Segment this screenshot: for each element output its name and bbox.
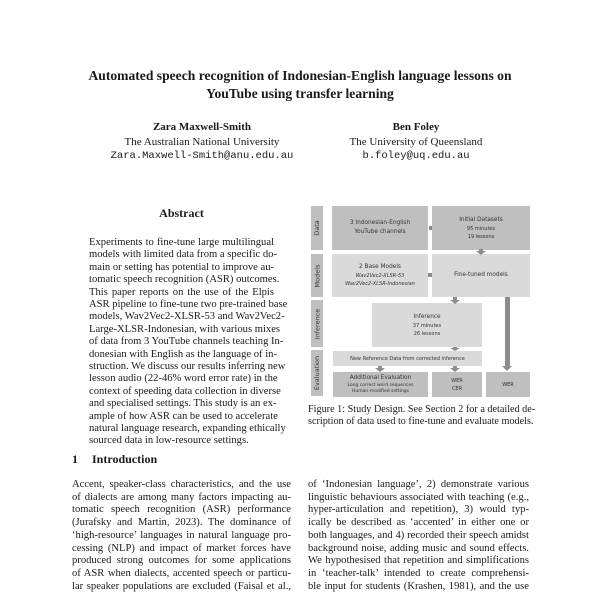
text-line: sourced data in low-resource settings. bbox=[89, 435, 249, 447]
author-name: Ben Foley bbox=[392, 121, 440, 133]
text-line: struction. We discuss our results inferring new bbox=[89, 361, 286, 372]
author-affiliation: The Australian National University bbox=[124, 136, 280, 148]
text-line: ically be described as ‘accented’ in either one or bbox=[308, 517, 529, 529]
row-label-inference: Inference bbox=[311, 300, 323, 347]
text-line: hyper-articulation and repetition), 3) would typ- bbox=[308, 504, 529, 516]
text-line: Accent, speaker-class characteristics, and the use bbox=[72, 479, 291, 490]
row-label-evaluation: Evaluation bbox=[311, 350, 323, 396]
figure-caption-line: scription of data used to fine-tune and evaluate models. bbox=[308, 416, 534, 427]
base-models-box: 2 Base Models Wav2Vec2-XLSR-53 Wav2Vec2-XLSR-Indonesian bbox=[332, 254, 428, 297]
text-line: of dialects are among many factors impacting au- bbox=[72, 491, 291, 503]
author-email[interactable]: Zara.Maxwell-Smith@anu.edu.au bbox=[110, 150, 294, 162]
section-title: Introduction bbox=[92, 452, 158, 466]
finetuned-models-box: Fine-tuned models bbox=[432, 254, 530, 297]
wer-cer-box: WER CER bbox=[432, 372, 482, 397]
figure-caption-line: Figure 1: Study Design. See Section 2 for a detailed de- bbox=[308, 404, 536, 415]
text-line: in ‘teacher-talk’ intended to create comprehensi- bbox=[308, 567, 529, 579]
abstract-heading: Abstract bbox=[159, 206, 204, 220]
text-line: natural language research, expanding ethically bbox=[89, 423, 286, 434]
text-line: models with limited data from a specific do- bbox=[89, 249, 277, 261]
text-line: ‘high-resource’ languages in natural language pro- bbox=[72, 529, 291, 541]
author-email[interactable]: b.foley@uq.edu.au bbox=[362, 150, 470, 162]
text-line: context of speeding data collection in diverse bbox=[89, 385, 281, 397]
text-line: and specialised settings. This study is an ex- bbox=[89, 398, 277, 410]
text-line: lar speaker populations are excluded (Faisal et al., bbox=[72, 580, 291, 592]
text-line: Large-XLSR-Indonesian, with various mixes bbox=[89, 323, 281, 335]
text-line: Experiments to fine-tune large multilingual bbox=[89, 237, 274, 248]
additional-evaluation-box: Additional Evaluation Long correct word sequences Human-modified settings bbox=[333, 372, 428, 397]
text-line: ample of how ASR can be used to accelerate bbox=[89, 410, 278, 422]
row-label-models: Models bbox=[311, 254, 323, 297]
text-line: produced strong outcomes for some applications bbox=[72, 555, 291, 567]
text-line: both languages, and 4) recorded their speech amidst bbox=[308, 529, 529, 541]
author-affiliation: The University of Queensland bbox=[349, 136, 483, 148]
text-line: cessing (NLP) and impact of market forces have bbox=[72, 542, 291, 554]
text-line: linguistic behaviours associated with teaching (e.g., bbox=[308, 491, 529, 503]
text-line: models, Wav2Vec2-XLSR-53 and Wav2Vec2- bbox=[89, 311, 285, 323]
text-line: of ASR when dialects, accented speech or particu- bbox=[72, 567, 291, 579]
text-line: of ‘Indonesian language’, 2) demonstrate various bbox=[308, 479, 529, 490]
author-name: Zara Maxwell-Smith bbox=[152, 121, 252, 133]
text-line: main or setting has potential to improve au- bbox=[89, 261, 275, 273]
text-line: tomatic speech recognition (ASR) outcomes. bbox=[89, 274, 280, 286]
paper-title-line-1: Automated speech recognition of Indonesian-English language lessons on bbox=[88, 68, 512, 83]
text-line: (Jurafsky and Martin, 2023). The dominance of bbox=[72, 517, 291, 529]
paper-title-line-2: YouTube using transfer learning bbox=[206, 86, 394, 101]
text-line: background noise, adding music and sound effects. bbox=[308, 542, 529, 554]
text-line: donesian with English as the language of in- bbox=[89, 348, 277, 360]
text-line: of data from 3 YouTube channels teaching In- bbox=[89, 336, 284, 348]
inference-box: Inference 37 minutes 26 lessons bbox=[372, 303, 482, 347]
text-line: This paper reports on the use of the Elpis bbox=[89, 286, 274, 298]
text-line: We hypothesised that repetition and simplifications bbox=[308, 555, 529, 567]
author-1 bbox=[92, 121, 312, 162]
text-line: ASR pipeline to fine-tune two pre-trained base bbox=[89, 299, 288, 310]
row-label-data: Data bbox=[311, 206, 323, 250]
channels-box: 3 Indonesian-English YouTube channels bbox=[332, 206, 428, 250]
text-line: tomatic speech recognition (ASR) performance bbox=[72, 504, 291, 516]
new-reference-box: New Reference Data from corrected inference bbox=[333, 351, 482, 366]
text-line: ble input for students (Krashen, 1981), and the use bbox=[308, 580, 529, 592]
initial-datasets-box: Initial Datasets 95 minutes 19 lessons bbox=[432, 206, 530, 250]
section-number: 1 bbox=[72, 452, 78, 466]
wer-box: WER bbox=[486, 372, 530, 397]
text-line: lesson audio (22-46% word error rate) in the bbox=[89, 373, 278, 385]
section-heading bbox=[72, 452, 157, 467]
author-2 bbox=[306, 121, 526, 162]
